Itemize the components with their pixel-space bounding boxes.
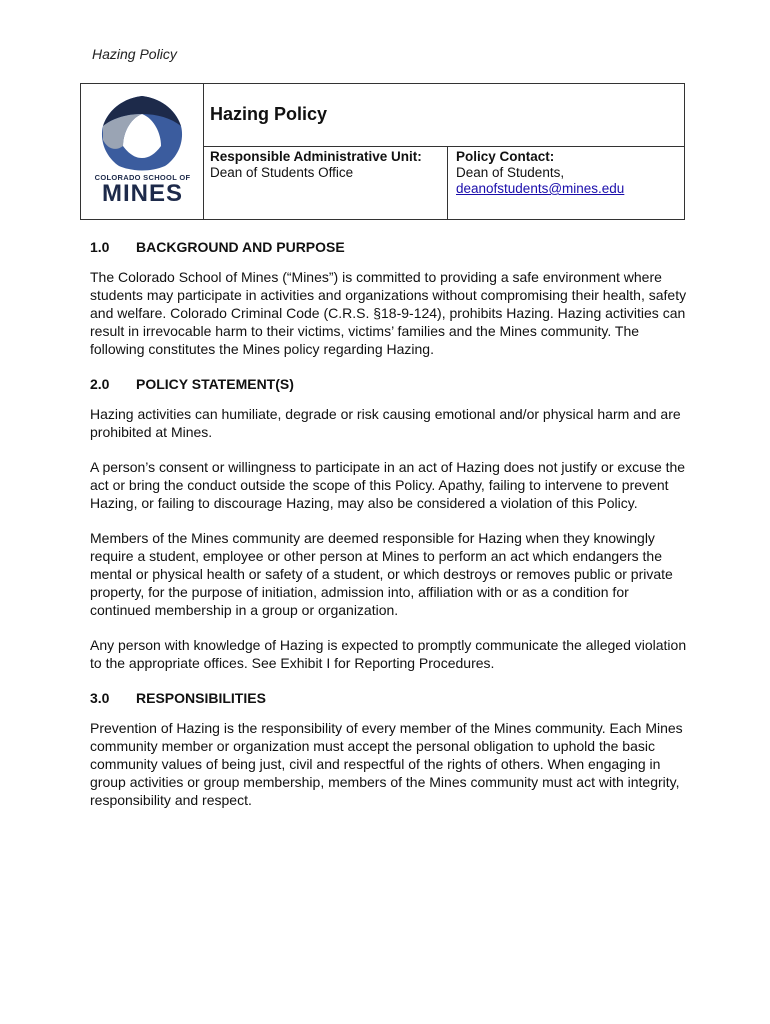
section-number: 3.0	[90, 690, 110, 706]
policy-contact-value: Dean of Students,	[456, 165, 565, 180]
section-title: RESPONSIBILITIES	[136, 690, 266, 706]
logo-wordmark: MINES	[101, 180, 183, 207]
section-heading	[90, 238, 690, 256]
responsible-unit-label: Responsible Administrative Unit:	[210, 149, 422, 164]
paragraph: The Colorado School of Mines (“Mines”) is committed to providing a safe environment where students may participate in activities and organizations without compromising their health, safety and welfare. Colorado Criminal Code (C.R.S. §18-9-124), prohibits Hazing. Hazing activities can result in irrevocable harm to their victims, victims’ families and the Mines community. The following constitutes the Mines policy regarding Hazing.	[90, 269, 687, 357]
policy-contact-label: Policy Contact:	[456, 149, 555, 164]
paragraph: Prevention of Hazing is the responsibility of every member of the Mines community. Each Mines community member or organization must accept the personal obligation to uphold the basic community values of being just, civil and respectful of the rights of others. When engaging in group activities or group membership, members of the Mines community must act with integrity, responsibility and respect.	[90, 720, 683, 808]
paragraph: Any person with knowledge of Hazing is expected to promptly communicate the alleged violation to the appropriate offices. See Exhibit I for Reporting Procedures.	[90, 637, 687, 671]
policy-title: Hazing Policy	[210, 104, 328, 124]
mines-logo-icon	[93, 92, 192, 172]
section-number: 1.0	[90, 239, 110, 255]
policy-header-table	[80, 83, 685, 220]
section-title: BACKGROUND AND PURPOSE	[136, 239, 345, 255]
running-header: Hazing Policy	[92, 46, 177, 62]
section-number: 2.0	[90, 376, 110, 392]
policy-body	[90, 238, 690, 826]
logo-cell	[81, 84, 204, 219]
section-responsibilities	[90, 689, 690, 809]
title-cell	[204, 84, 684, 147]
paragraph: Hazing activities can humiliate, degrade or risk causing emotional and/or physical harm and are prohibited at Mines.	[90, 406, 681, 440]
logo-top-text: COLORADO SCHOOL OF	[94, 173, 191, 182]
section-title: POLICY STATEMENT(S)	[136, 376, 294, 392]
responsible-unit-cell	[204, 147, 448, 219]
section-heading	[90, 689, 690, 707]
paragraph: A person’s consent or willingness to participate in an act of Hazing does not justify or excuse the act or bring the conduct outside the scope of this Policy. Apathy, failing to intervene to prevent Hazing, or failing to discourage Hazing, may also be considered a violation of this Policy.	[90, 459, 686, 511]
section-policy-statements	[90, 375, 690, 672]
section-background	[90, 238, 690, 358]
responsible-unit-value: Dean of Students Office	[210, 165, 354, 180]
policy-contact-email-link[interactable]: deanofstudents@mines.edu	[456, 181, 625, 196]
policy-contact-cell	[448, 147, 684, 219]
section-heading	[90, 375, 690, 393]
paragraph: Members of the Mines community are deemed responsible for Hazing when they knowingly require a student, employee or other person at Mines to perform an act which endangers the mental or physical health or safety of a student, or which destroys or removes public or private property, for the purpose of initiation, admission into, affiliation with or as a condition for continued membership in a group or organization.	[90, 530, 673, 618]
